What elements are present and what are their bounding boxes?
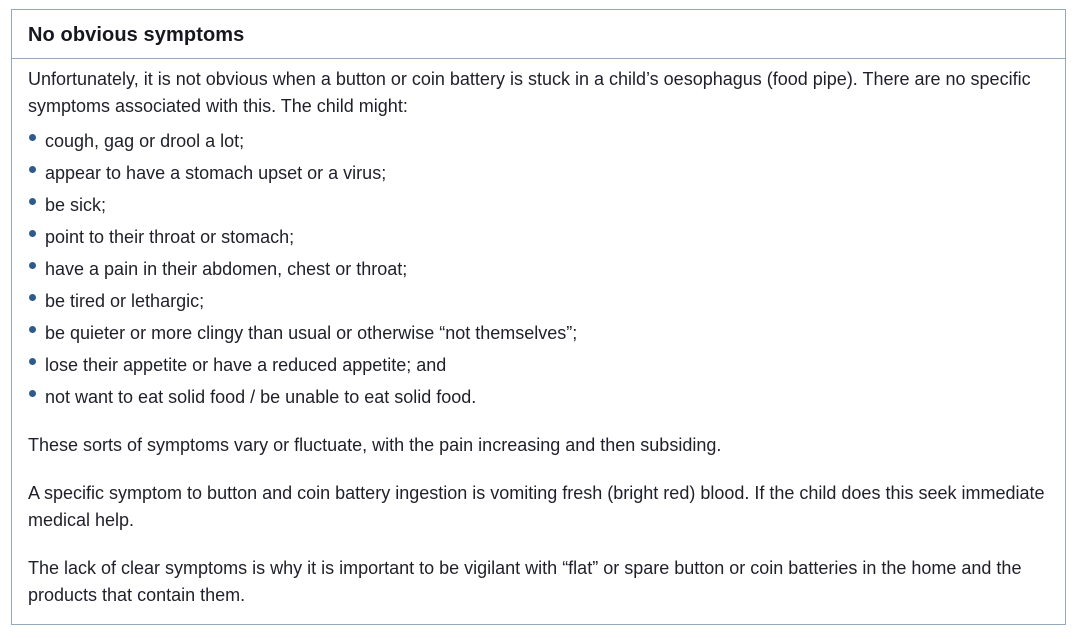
list-item: [28, 352, 1049, 379]
list-item: [28, 320, 1049, 347]
bullet-icon: [29, 166, 36, 173]
panel-body: [12, 59, 1065, 609]
symptoms-panel: [11, 9, 1066, 625]
body-paragraph: The lack of clear symptoms is why it is important to be vigilant with “flat” or spare button or coin batteries in the home and the products that contain them.: [28, 558, 1022, 605]
body-paragraph: These sorts of symptoms vary or fluctuate, with the pain increasing and then subsiding.: [28, 435, 722, 455]
list-item-text: be tired or lethargic;: [45, 291, 205, 311]
list-item-text: not want to eat solid food / be unable to eat solid food.: [45, 387, 477, 407]
panel-header: [12, 10, 1065, 59]
bullet-icon: [29, 198, 36, 205]
list-item-text: lose their appetite or have a reduced appetite; and: [45, 355, 447, 375]
body-paragraph: A specific symptom to button and coin battery ingestion is vomiting fresh (bright red) blood. If the child does this seek immediate medical help.: [28, 483, 1045, 530]
panel-title: No obvious symptoms: [28, 24, 245, 46]
list-item: [28, 224, 1049, 251]
list-item: [28, 384, 1049, 411]
list-item-text: appear to have a stomach upset or a virus;: [45, 163, 387, 183]
list-item-text: be quieter or more clingy than usual or otherwise “not themselves”;: [45, 323, 578, 343]
bullet-icon: [29, 358, 36, 365]
bullet-icon: [29, 390, 36, 397]
list-item: [28, 192, 1049, 219]
bullet-icon: [29, 262, 36, 269]
list-item-text: be sick;: [45, 195, 107, 215]
list-item: [28, 128, 1049, 155]
intro-paragraph: Unfortunately, it is not obvious when a button or coin battery is stuck in a child’s oesophagus (food pipe). There are no specific symptoms associated with this. The child might:: [28, 69, 1031, 116]
bullet-icon: [29, 326, 36, 333]
list-item-text: cough, gag or drool a lot;: [45, 131, 245, 151]
bullet-icon: [29, 230, 36, 237]
list-item-text: have a pain in their abdomen, chest or throat;: [45, 259, 408, 279]
symptom-list: [28, 128, 1049, 411]
bullet-icon: [29, 294, 36, 301]
list-item: [28, 288, 1049, 315]
list-item: [28, 256, 1049, 283]
list-item-text: point to their throat or stomach;: [45, 227, 295, 247]
bullet-icon: [29, 134, 36, 141]
list-item: [28, 160, 1049, 187]
